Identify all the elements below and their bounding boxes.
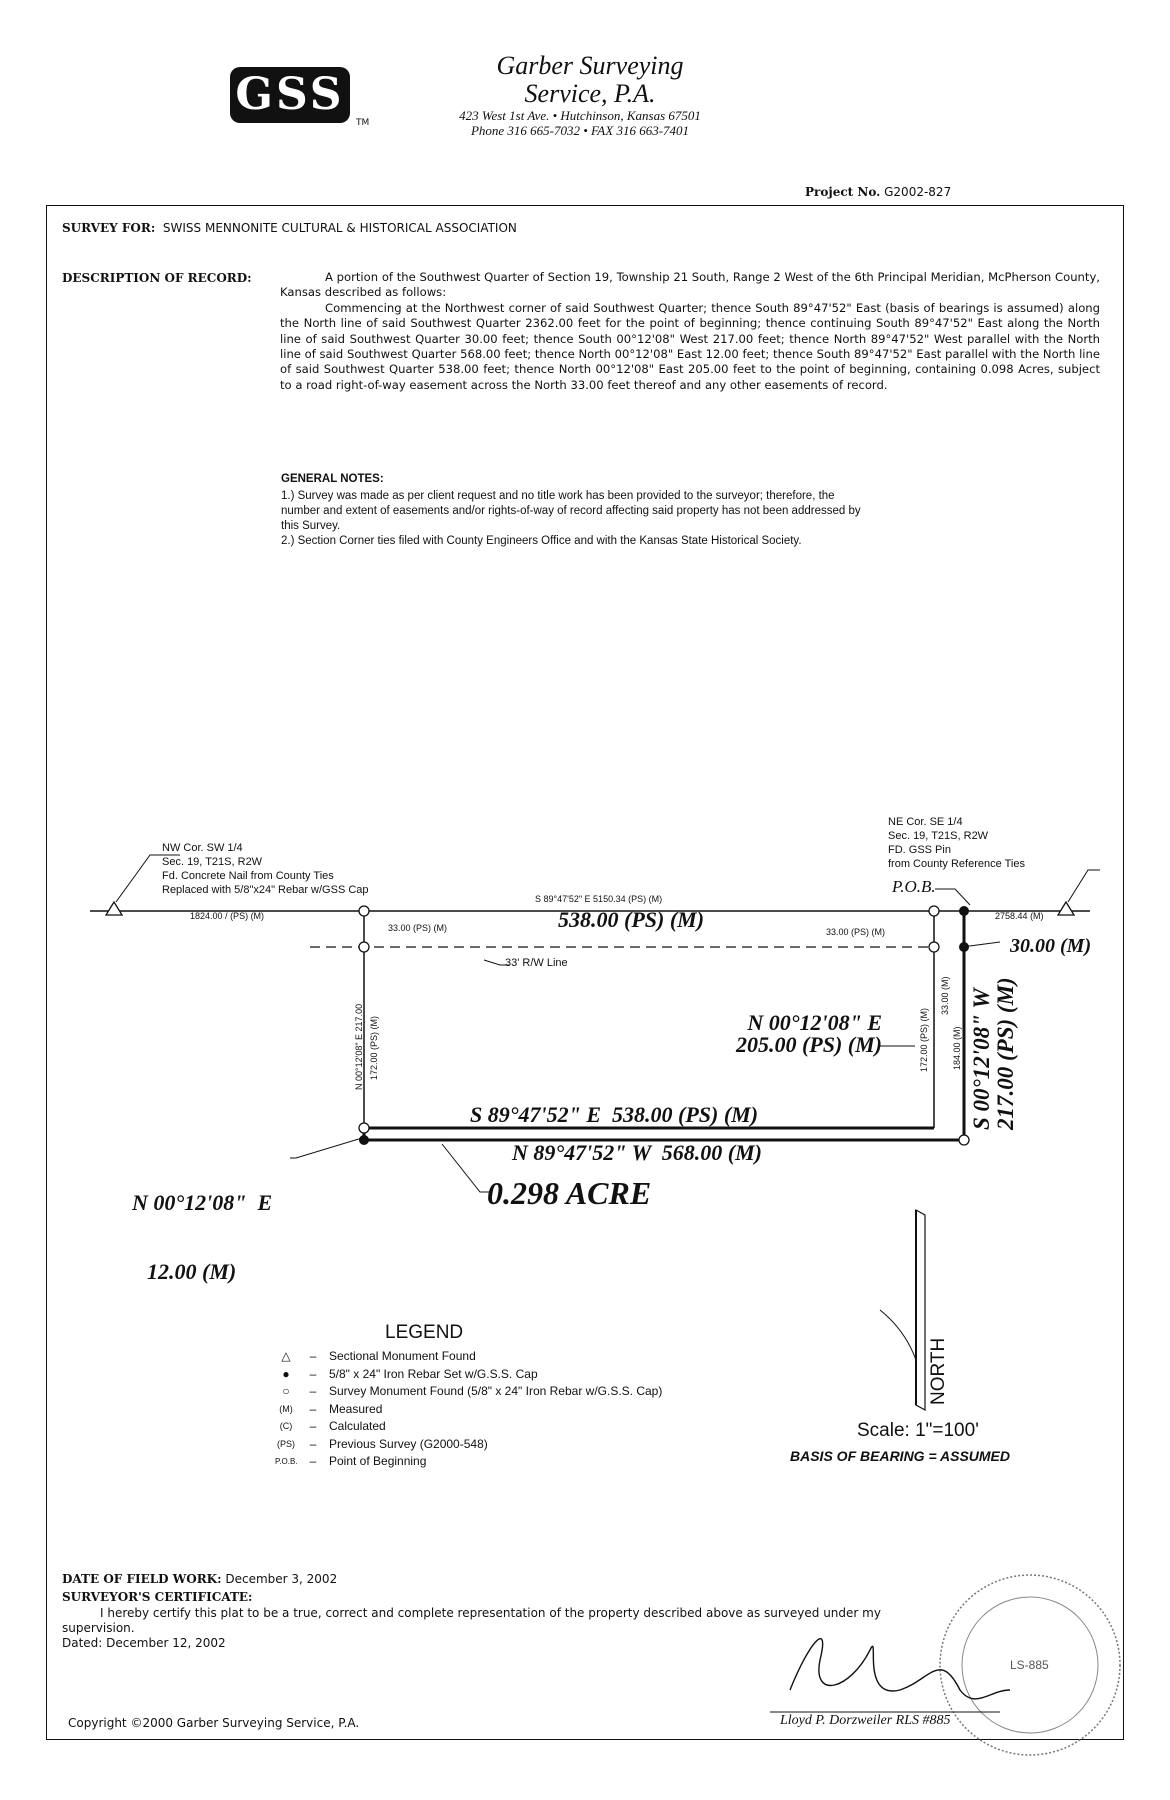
scale-label: Scale: 1"=100' — [857, 1420, 979, 1441]
certificate-label: SURVEYOR'S CERTIFICATE: — [62, 1590, 253, 1604]
project-value: G2002-827 — [884, 185, 952, 199]
nw-line3: Fd. Concrete Nail from County Ties — [162, 870, 334, 882]
tie-right — [995, 911, 1044, 921]
survey-for-value: SWISS MENNONITE CULTURAL & HISTORICAL ASSOCIATION — [162, 221, 517, 235]
rebar-set-sw — [359, 1135, 369, 1145]
sw-line1: N 00°12'08" E — [132, 1190, 273, 1215]
tie-left: 1824.00 / (PS) (M) — [190, 911, 265, 921]
legend-item — [275, 1383, 662, 1401]
north-line-bearing: S 89°47'52" E 5150.34 (PS) (M) — [535, 894, 663, 904]
monument-found-sw-inner — [359, 1123, 369, 1133]
south-outer-label: N 89°47'52" W 568.00 (M) — [512, 1140, 762, 1165]
notes-heading: GENERAL NOTES: — [281, 473, 384, 485]
certificate-date: Dated: December 12, 2002 — [62, 1636, 226, 1650]
legend-text: Previous Survey (G2000-548) — [329, 1436, 488, 1451]
inner-east-184: 184.00 (M) — [952, 1026, 962, 1070]
monument-found-pob — [929, 906, 939, 916]
phone-line: Phone 316 665-7032 • FAX 316 663-7401 — [470, 123, 690, 138]
description-para2: Commencing at the Northwest corner of said Southwest Quarter; thence South 89°47'52" East (basis of bearings is assumed) along the North line of said Southwest Quarter 2362.00 feet for the point of beginning; thence continuing South 89°47'52" East along the North line of said Southwest Quarter 30.00 feet; thence South 00°12'08" West 217.00 feet; thence North 89°47'52" West parallel with the North line of said Southwest Quarter 568.00 feet; thence North 00°12'08" East 12.00 feet; thence South 89°47'52" East parallel with the North line of said Southwest Quarter 538.00 feet; thence North 00°12'08" East 205.00 feet to the point of beginning, containing 0.098 Acres, subject to a road right-of-way easement across the North 33.00 feet thereof and any other easements of record. — [280, 300, 1100, 392]
legend-item — [275, 1436, 662, 1454]
signature-name: Lloyd P. Dorzweiler RLS #885 — [780, 1713, 951, 1728]
legend-dash: – — [309, 1401, 317, 1416]
tie-right-suffix: (M) — [1030, 911, 1044, 921]
north-label: NORTH — [928, 1337, 949, 1405]
legend-symbol: P.O.B. — [275, 1457, 298, 1466]
field-work-date — [62, 1572, 337, 1586]
north-line-distance: 538.00 (PS) (M) — [558, 907, 705, 932]
nw-line2: Sec. 19, T21S, R2W — [162, 856, 263, 868]
nw-line4: Replaced with 5/8"x24" Rebar w/GSS Cap — [162, 884, 369, 896]
field-work-label: DATE OF FIELD WORK: — [62, 1572, 222, 1586]
surveyor-signature — [790, 1639, 1010, 1699]
legend-dash: – — [309, 1366, 317, 1381]
legend — [275, 1348, 662, 1471]
ne-corner-label — [888, 815, 1025, 871]
acreage-label: 0.298 ACRE — [487, 1175, 652, 1211]
ne-section-monument — [1058, 902, 1074, 915]
n0012-205-label — [712, 1012, 882, 1056]
north-arrow — [916, 1210, 925, 1410]
n0012-line1: N 00°12'08" E — [747, 1010, 882, 1035]
note-2: 2.) Section Corner ties filed with County Engineers Office and with the Kansas State Historical Society. — [281, 535, 802, 547]
legend-symbol: △ — [281, 1349, 291, 1363]
address-line: 423 West 1st Ave. • Hutchinson, Kansas 67501 — [459, 108, 701, 123]
ne-line2: Sec. 19, T21S, R2W — [888, 830, 989, 842]
north-arrow-curve — [880, 1310, 916, 1360]
east-30-label: 30.00 (M) — [1010, 935, 1092, 957]
legend-item — [275, 1366, 662, 1384]
legend-symbol: ○ — [282, 1384, 290, 1398]
ne-line1: NE Cor. SE 1/4 — [888, 816, 963, 828]
west-side-distance: 172.00 (PS) (M) — [369, 1015, 379, 1080]
pob-leader — [935, 889, 970, 905]
certificate-text: I hereby certify this plat to be a true, correct and complete representation of the property described above as surveyed under my — [100, 1606, 881, 1620]
note-1: 1.) Survey was made as per client request and no title work has been provided to the surveyor; therefore, the number and extent of easements and/or rights-of-way of record affecting said property has not been addressed by this Survey. — [281, 490, 861, 532]
description-para1: A portion of the Southwest Quarter of Section 19, Township 21 South, Range 2 West of the 6th Principal Meridian, McPherson County, Kansas described as follows: — [280, 270, 1100, 300]
legend-dash: – — [309, 1436, 317, 1451]
sw-line2: 12.00 (M) — [147, 1259, 237, 1284]
legend-dash: – — [309, 1454, 317, 1468]
company-name-line2: Service, P.A. — [524, 79, 656, 108]
legend-text: Point of Beginning — [329, 1454, 427, 1468]
legend-item — [275, 1348, 662, 1366]
trademark: TM — [356, 118, 370, 128]
west-side-bearing: N 00°12'08" E 217.00 — [354, 1003, 364, 1090]
legend-item — [275, 1453, 662, 1471]
survey-for-label: SURVEY FOR: — [62, 221, 156, 235]
legend-text: 5/8" x 24" Iron Rebar Set w/G.S.S. Cap — [329, 1366, 538, 1381]
legend-symbol: (PS) — [277, 1438, 295, 1449]
nw-section-monument — [106, 902, 122, 915]
tie-left-suffix: (PS) (M) — [230, 911, 265, 921]
east-big-2: 217.00 (PS) (M) — [993, 977, 1018, 1130]
project-label: Project No. — [805, 185, 881, 199]
legend-item — [275, 1401, 662, 1419]
n0012-line2: 205.00 (PS) (M) — [735, 1032, 882, 1057]
row-line-label: 33' R/W Line — [505, 957, 568, 969]
copyright: Copyright ©2000 Garber Surveying Service, P.A. — [68, 1716, 360, 1730]
tie-left-value: 1824.00 — [190, 911, 223, 921]
row-left-dim: 33.00 (PS) (M) — [388, 923, 448, 933]
pob-label: P.O.B. — [892, 877, 936, 896]
legend-dash: – — [309, 1384, 317, 1398]
description-label: DESCRIPTION OF RECORD: — [62, 271, 252, 285]
monument-found-row-e — [929, 942, 939, 952]
inner-east-33: 33.00 (M) — [940, 976, 950, 1015]
east-bearing-label — [970, 977, 1018, 1130]
legend-text: Sectional Monument Found — [329, 1349, 476, 1363]
company-name-line1: Garber Surveying — [496, 51, 684, 80]
legend-symbol: (M) — [279, 1403, 293, 1414]
nw-corner-label — [162, 841, 369, 897]
legend-dash: – — [309, 1349, 317, 1363]
tie-right-value: 2758.44 — [995, 911, 1028, 921]
legend-dash: – — [309, 1419, 317, 1433]
east-big-1: S 00°12'08" W — [969, 988, 994, 1130]
inner-east-dim: 172.00 (PS) (M) — [919, 1007, 929, 1072]
certificate-text-2: supervision. — [62, 1621, 135, 1635]
ne-leader — [1068, 870, 1100, 902]
acre-leader — [442, 1144, 492, 1192]
field-work-value: December 3, 2002 — [225, 1572, 338, 1586]
sw-leader — [290, 1138, 362, 1158]
legend-text: Calculated — [329, 1419, 386, 1433]
seal-number: LS-885 — [1010, 1658, 1049, 1672]
south-inner-label: S 89°47'52" E 538.00 (PS) (M) — [470, 1102, 759, 1127]
logo-text: GSS — [235, 69, 345, 120]
legend-text: Survey Monument Found (5/8" x 24" Iron Rebar w/G.S.S. Cap) — [329, 1384, 663, 1398]
monument-found-se — [959, 1135, 969, 1145]
legend-text: Measured — [329, 1401, 383, 1416]
legend-item — [275, 1418, 662, 1436]
monument-found-row-w — [359, 942, 369, 952]
legend-symbol: ● — [282, 1366, 290, 1381]
legend-title: LEGEND — [385, 1322, 464, 1343]
rebar-set-ne — [959, 906, 969, 916]
monument-found-nw — [359, 906, 369, 916]
nw-line1: NW Cor. SW 1/4 — [162, 842, 243, 854]
sw-jog-label — [132, 1145, 272, 1306]
basis-of-bearing: BASIS OF BEARING = ASSUMED — [790, 1448, 1011, 1464]
ne-line4: from County Reference Ties — [888, 858, 1025, 870]
row-right-dim: 33.00 (PS) (M) — [826, 927, 886, 937]
legend-symbol: (C) — [279, 1421, 293, 1431]
ne-line3: FD. GSS Pin — [888, 844, 951, 856]
